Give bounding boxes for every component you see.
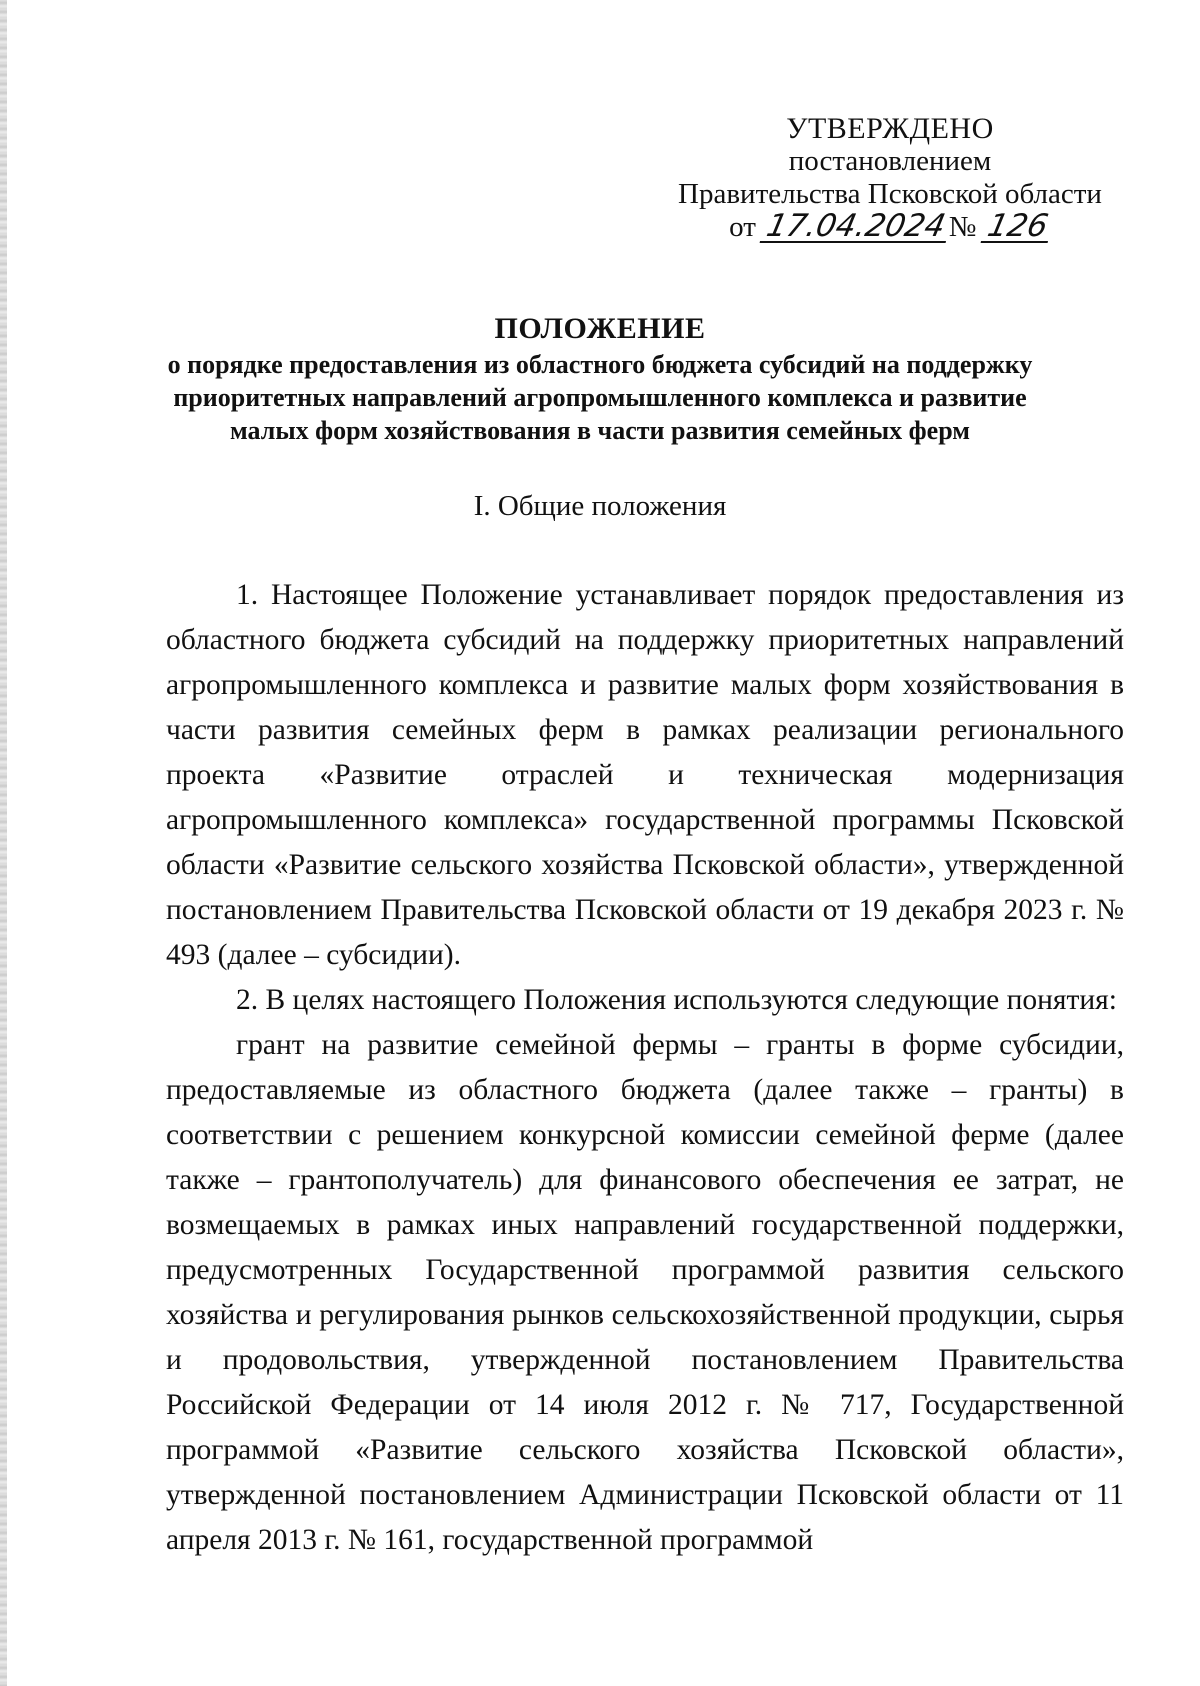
- title-subtitle: о порядке предоставления из областного бюджета субсидий на поддержку приоритетных направлений агропромышленного комплекса и развитие малых форм хозяйствования в части развития семейных ферм: [167, 350, 1033, 445]
- approved-label: УТВЕРЖДЕНО: [786, 112, 994, 145]
- document-body: [166, 573, 1124, 1563]
- section-heading: I. Общие положения: [473, 490, 727, 522]
- handwritten-date: 17.04.2024: [760, 211, 952, 243]
- title-main: ПОЛОЖЕНИЕ: [494, 312, 706, 345]
- resolution-label: постановлением: [788, 145, 992, 177]
- scan-edge: [0, 0, 7, 1686]
- number-sign: №: [948, 211, 977, 243]
- approval-stamp-block: [655, 112, 1125, 244]
- paragraph-3: грант на развитие семейной фермы – гранты в форме субсидии, предоставляемые из областного бюджета (далее также – гранты) в соответствии с решением конкурсной комиссии семейной ферме (далее также – грантополучатель) для финансового обеспечения ее затрат, не возмещаемых в рамках иных направлений государственной поддержки, предусмотренных Государственной программой развития сельского хозяйства и регулирования рынков сельскохозяйственной продукции, сырья и продовольствия, утвержденной постановлением Правительства Российской Федерации от 14 июля 2012 г. № 717, Государственной программой «Развитие сельского хозяйства Псковской области», утвержденной постановлением Администрации Псковской области от 11 апреля 2013 г. № 161, государственной программой: [166, 1029, 1124, 1556]
- paragraph-1: 1. Настоящее Положение устанавливает порядок предоставления из областного бюджета субсидий на поддержку приоритетных направлений агропромышленного комплекса и развитие малых форм хозяйствования в части развития семейных ферм в рамках реализации регионального проекта «Развитие отраслей и техническая модернизация агропромышленного комплекса» государственной программы Псковской области «Развитие сельского хозяйства Псковской области», утвержденной постановлением Правительства Псковской области от 19 декабря 2023 г. № 493 (далее – субсидии).: [166, 579, 1124, 971]
- paragraph-2: 2. В целях настоящего Положения используются следующие понятия:: [236, 984, 1117, 1016]
- approval-date-line: [729, 208, 1051, 244]
- government-label: Правительства Псковской области: [678, 178, 1102, 210]
- date-prefix: от: [729, 211, 756, 243]
- document-title: [150, 310, 1050, 447]
- handwritten-number: 126: [980, 211, 1054, 243]
